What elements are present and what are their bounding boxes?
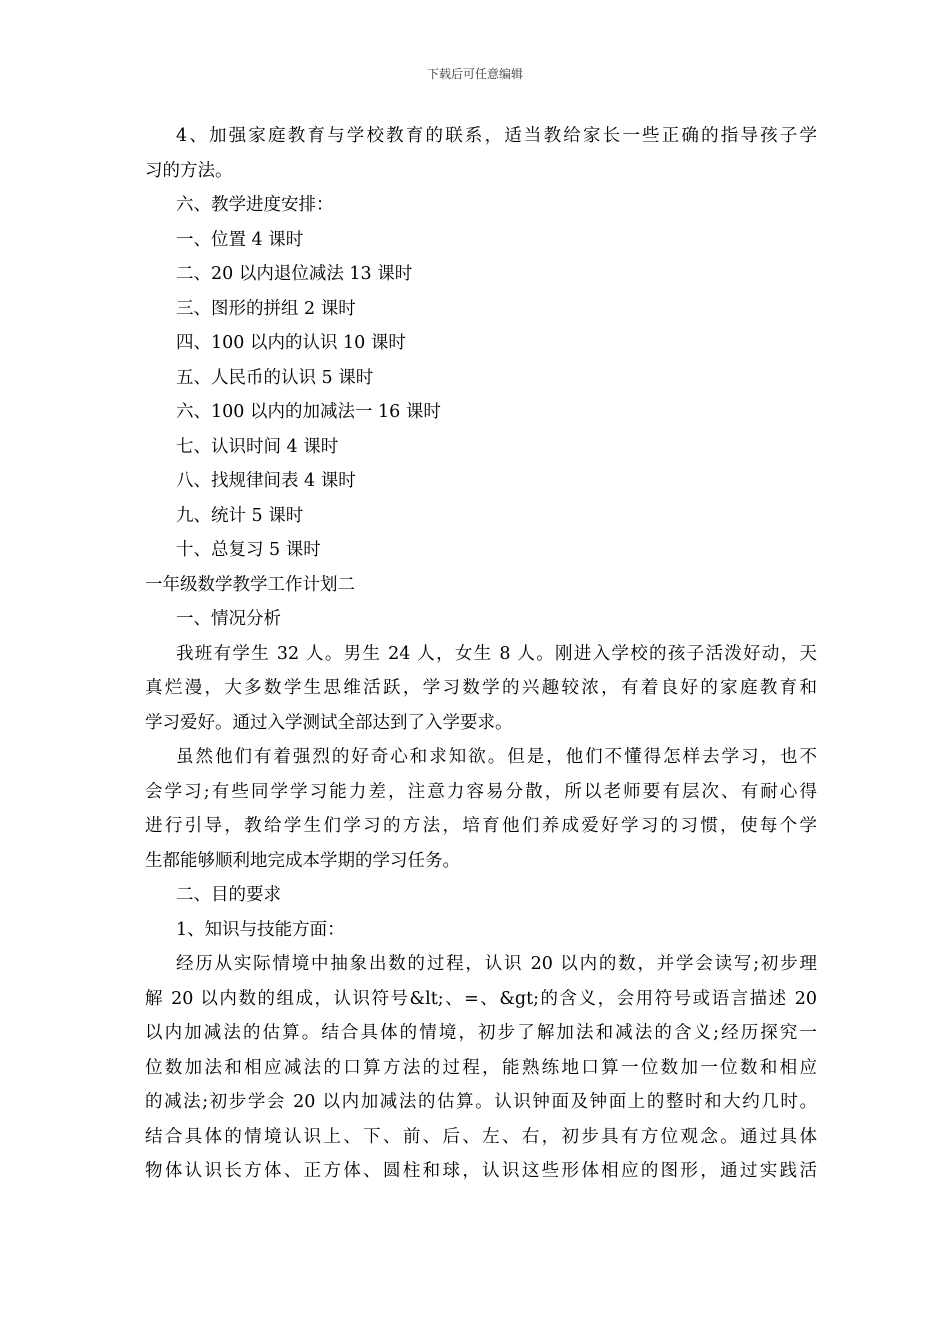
text-line: 九、统计 5 课时 [176, 505, 304, 526]
text-line: 五、人民币的认识 5 课时 [176, 367, 374, 388]
text-line: 结合具体的情境认识上、下、前、后、左、右，初步具有方位观念。通过具体 [145, 1126, 817, 1147]
text-line: 一年级数学教学工作计划二 [145, 574, 355, 595]
text-line: 我班有学生 32 人。男生 24 人，女生 8 人。刚进入学校的孩子活泼好动，天 [176, 643, 817, 664]
text-line: 习的方法。 [145, 160, 233, 181]
page-header: 下载后可任意编辑 [426, 67, 523, 81]
text-line: 物体认识长方体、正方体、圆柱和球，认识这些形体相应的图形，通过实践活 [145, 1161, 817, 1181]
text-line: 进行引导，教给学生们学习的方法，培育他们养成爱好学习的习惯，使每个学 [145, 816, 817, 836]
text-line: 解 20 以内数的组成，认识符号&lt;、=、&gt;的含义，会用符号或语言描述 20 [145, 988, 817, 1009]
text-line: 一、情况分析 [176, 609, 281, 629]
text-line: 二、目的要求 [176, 885, 281, 905]
text-line: 十、总复习 5 课时 [176, 540, 321, 560]
text-line: 学习爱好。通过入学测试全部达到了入学要求。 [145, 712, 513, 733]
text-line: 的减法;初步学会 20 以内加减法的估算。认识钟面及钟面上的整时和大约几时。 [145, 1092, 817, 1112]
text-line: 以内加减法的估算。结合具体的情境，初步了解加法和减法的含义;经历探究一 [145, 1023, 817, 1043]
text-line: 虽然他们有着强烈的好奇心和求知欲。但是，他们不懂得怎样去学习，也不 [176, 747, 817, 767]
text-line: 三、图形的拼组 2 课时 [176, 298, 356, 319]
text-line: 八、找规律间表 4 课时 [176, 471, 356, 491]
text-line: 一、位置 4 课时 [176, 229, 304, 250]
text-line: 位数加法和相应减法的口算方法的过程，能熟练地口算一位数加一位数和相应 [145, 1057, 817, 1078]
text-line: 六、100 以内的加减法一 16 课时 [176, 402, 441, 422]
text-line: 七、认识时间 4 课时 [176, 436, 339, 457]
text-line: 1、知识与技能方面： [176, 919, 345, 940]
document-body [145, 119, 817, 1189]
text-line: 六、教学进度安排： [176, 195, 334, 215]
text-line: 真烂漫，大多数学生思维活跃，学习数学的兴趣较浓，有着良好的家庭教育和 [145, 678, 817, 698]
text-line: 二、20 以内退位减法 13 课时 [176, 264, 413, 284]
text-line: 会学习;有些同学学习能力差，注意力容易分散，所以老师要有层次、有耐心得 [145, 781, 817, 802]
text-line: 四、100 以内的认识 10 课时 [176, 333, 406, 353]
text-line: 经历从实际情境中抽象出数的过程，认识 20 以内的数，并学会读写;初步理 [176, 954, 817, 974]
text-line: 生都能够顺利地完成本学期的学习任务。 [145, 850, 460, 871]
text-line: 4、加强家庭教育与学校教育的联系，适当教给家长一些正确的指导孩子学 [176, 126, 817, 146]
